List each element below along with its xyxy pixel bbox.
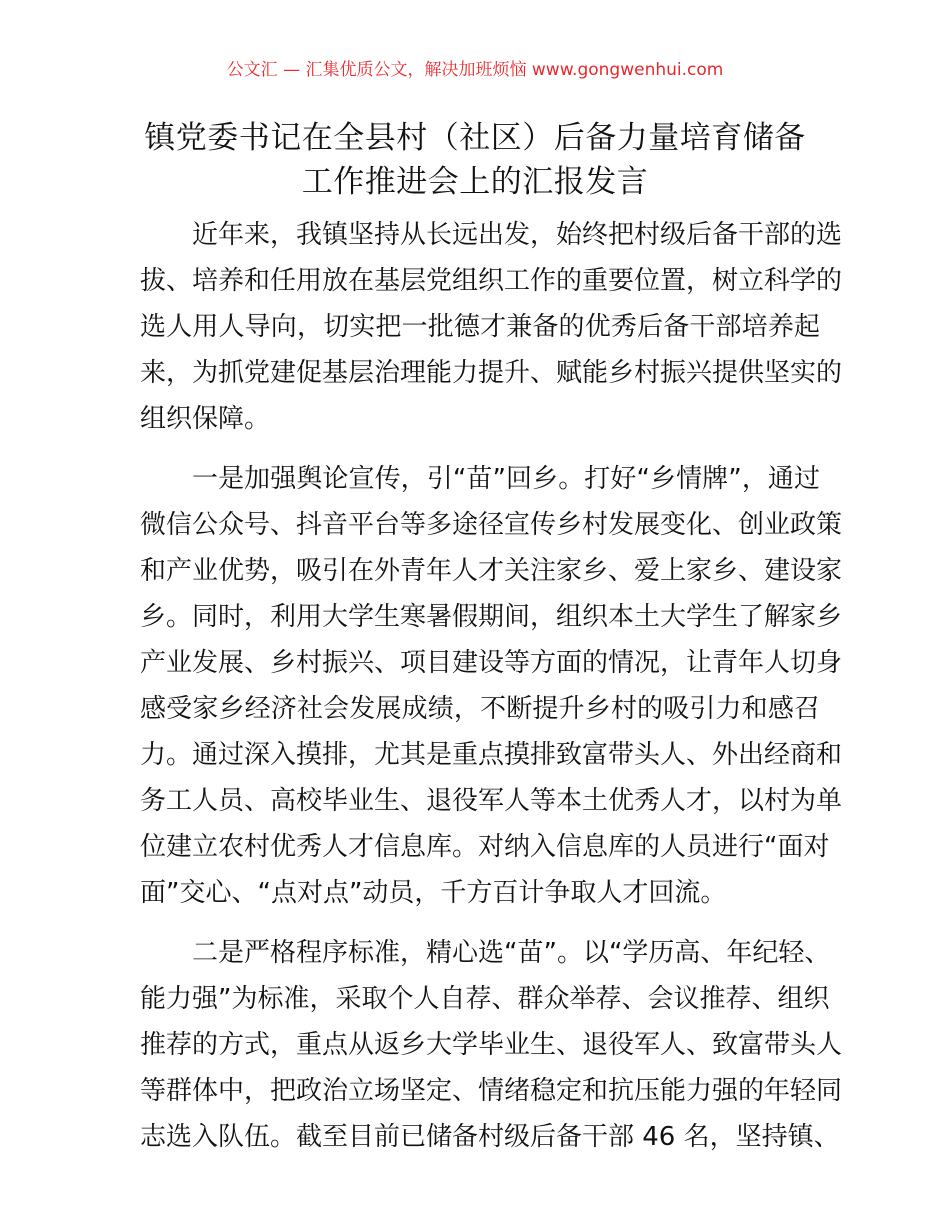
text-line: 能力强”为标准，采取个人自荐、群众举荐、会议推荐、组织 [140, 984, 830, 1014]
header-banner [0, 58, 950, 82]
paragraph-publicity [140, 456, 843, 916]
text-line: 拔、培养和任用放在基层党组织工作的重要位置，树立科学的 [140, 266, 843, 296]
text-line: 务工人员、高校毕业生、退役军人等本土优秀人才，以村为单 [140, 786, 843, 816]
text-line: 面”交心、“点对点”动员，千方百计争取人才回流。 [140, 878, 727, 908]
text-line: 感受家乡经济社会发展成绩，不断提升乡村的吸引力和感召 [140, 694, 820, 724]
text-line: 位建立农村优秀人才信息库。对纳入信息库的人员进行“面对 [140, 832, 830, 862]
text-line: 乡。同时，利用大学生寒暑假期间，组织本土大学生了解家乡 [140, 602, 843, 632]
text-line: 志选入队伍。截至目前已储备村级后备干部 46 名，坚持镇、 [140, 1122, 840, 1152]
paragraph-intro [140, 212, 843, 442]
document-body [140, 212, 843, 1174]
text-line: 力。通过深入摸排，尤其是重点摸排致富带头人、外出经商和 [140, 740, 843, 770]
banner-name: 公文汇 — 汇集优质公文，解决加班烦恼 [226, 60, 527, 80]
paragraph-selection [140, 930, 843, 1160]
text-line: 推荐的方式，重点从返乡大学毕业生、退役军人、致富带头人 [140, 1030, 843, 1060]
document-title [110, 116, 840, 204]
text-line: 产业发展、乡村振兴、项目建设等方面的情况，让青年人切身 [140, 648, 843, 678]
text-line: 微信公众号、抖音平台等多途径宣传乡村发展变化、创业政策 [140, 510, 843, 540]
text-line: 和产业优势，吸引在外青年人才关注家乡、爱上家乡、建设家 [140, 556, 843, 586]
title-line: 工作推进会上的汇报发言 [301, 164, 649, 200]
title-line: 镇党委书记在全县村（社区）后备力量培育储备 [144, 120, 806, 156]
text-line: 一是加强舆论宣传，引“苗”回乡。打好“乡情牌”，通过 [192, 464, 820, 494]
text-line: 二是严格程序标准，精心选“苗”。以“学历高、年纪轻、 [192, 938, 831, 968]
text-line: 来，为抓党建促基层治理能力提升、赋能乡村振兴提供坚实的 [140, 358, 843, 388]
text-line: 近年来，我镇坚持从长远出发，始终把村级后备干部的选 [192, 220, 843, 250]
text-line: 组织保障。 [140, 404, 271, 434]
text-line: 选人用人导向，切实把一批德才兼备的优秀后备干部培养起 [140, 312, 820, 342]
text-line: 等群体中，把政治立场坚定、情绪稳定和抗压能力强的年轻同 [140, 1076, 843, 1106]
banner-url[interactable]: www.gongwenhui.com [531, 60, 724, 80]
